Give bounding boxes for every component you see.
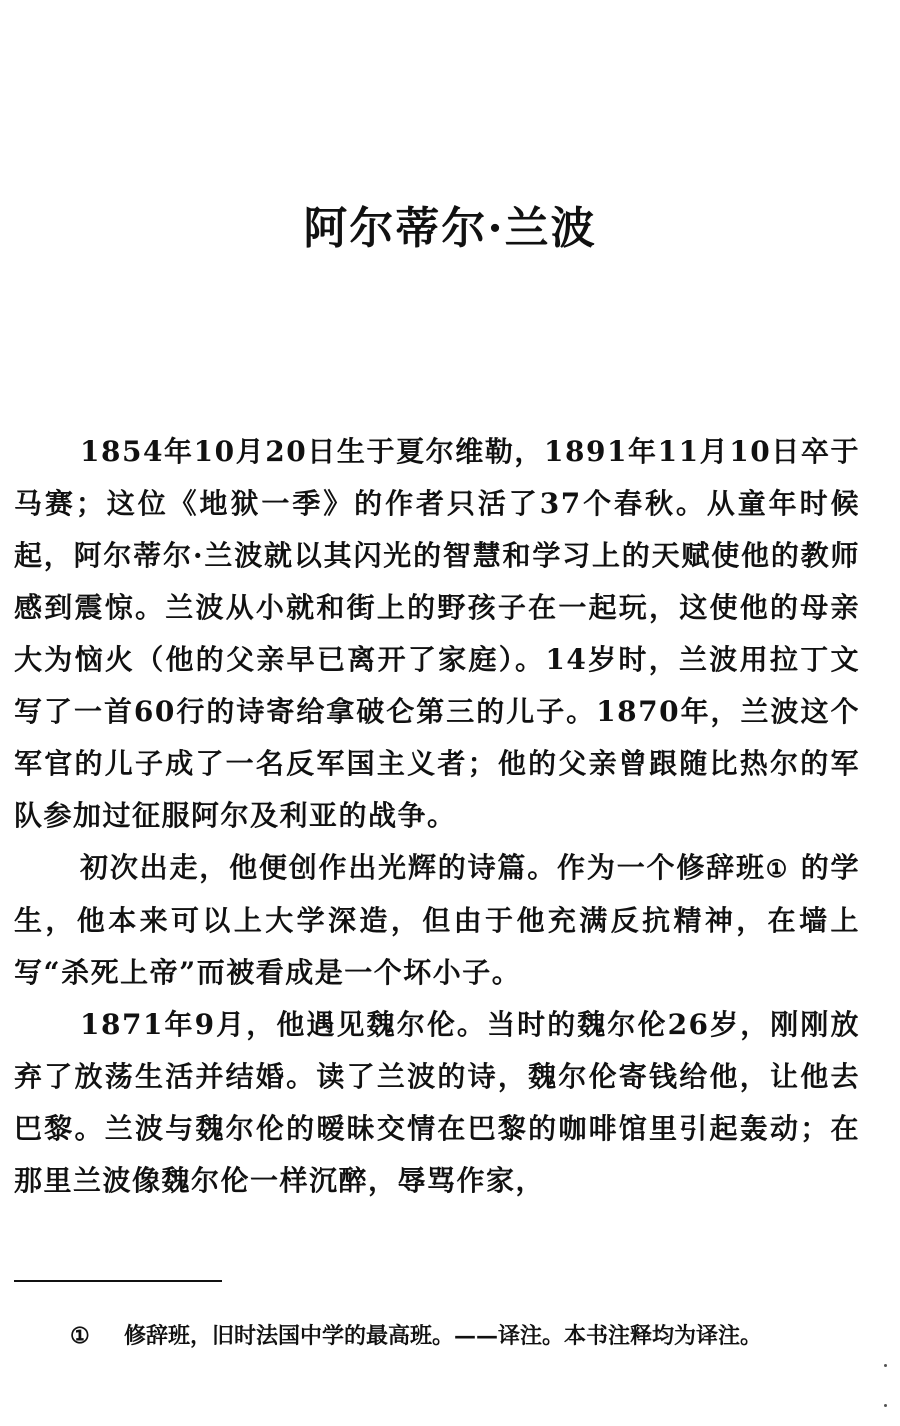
paragraph-2-text-after: 的学生，他本来可以上大学深造，但由于他充满反抗精神，在墙上写“杀死上帝”而被看成是一个坏小子。 xyxy=(14,851,861,989)
scan-speck xyxy=(884,1404,887,1407)
chapter-title: 阿尔蒂尔·兰波 xyxy=(303,203,597,255)
footnote xyxy=(70,1316,870,1356)
footnote-text: 修辞班，旧时法国中学的最高班。——译注。本书注释均为译注。 xyxy=(124,1323,763,1349)
paragraph-2-text-before: 初次出走，他便创作出光辉的诗篇。作为一个修辞班 xyxy=(80,851,766,884)
scan-speck xyxy=(884,1364,887,1367)
paragraph-3: 1871年9月，他遇见魏尔伦。当时的魏尔伦26岁，刚刚放弃了放荡生活并结婚。读了兰波的诗，魏尔伦寄钱给他，让他去巴黎。兰波与魏尔伦的暧昧交情在巴黎的咖啡馆里引起轰动；在那里兰波像魏尔伦一样沉醉，辱骂作家， xyxy=(14,1008,860,1197)
footnote-marker: ① xyxy=(70,1323,90,1349)
paragraph-1: 1854年10月20日生于夏尔维勒，1891年11月10日卒于马赛；这位《地狱一季》的作者只活了37个春秋。从童年时候起，阿尔蒂尔·兰波就以其闪光的智慧和学习上的天赋使他的教师感到震惊。兰波从小就和街上的野孩子在一起玩，这使他的母亲大为恼火（他的父亲早已离开了家庭）。14岁时，兰波用拉丁文写了一首60行的诗寄给拿破仑第三的儿子。1870年，兰波这个军官的儿子成了一名反军国主义者；他的父亲曾跟随比热尔的军队参加过征服阿尔及利亚的战争。 xyxy=(14,435,860,832)
body-text xyxy=(14,426,860,1207)
footnote-divider xyxy=(14,1280,222,1282)
paragraph-2 xyxy=(14,842,860,999)
footnote-reference: ① xyxy=(765,854,790,883)
